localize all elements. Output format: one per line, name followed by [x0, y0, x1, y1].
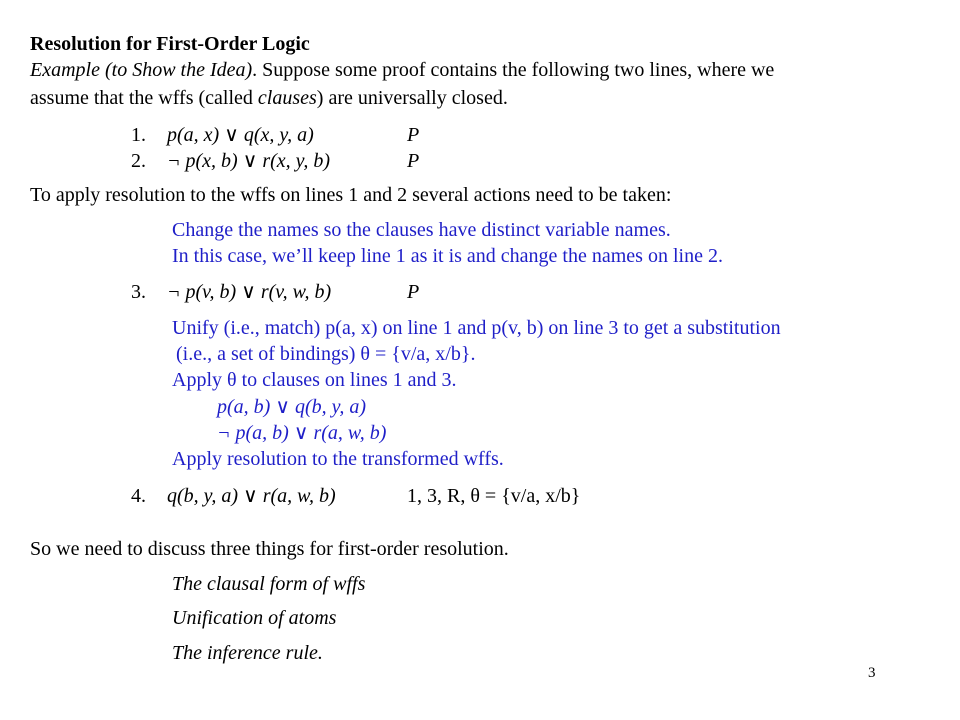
proof-line-3: [131, 280, 419, 304]
justification: P: [407, 281, 420, 303]
example-label: Example (to Show the Idea): [30, 59, 253, 81]
formula: ¬ p(v, b) ∨ r(v, w, b): [167, 281, 332, 303]
formula: p(a, x) ∨ q(x, y, a): [167, 124, 314, 146]
line-number: 4.: [131, 485, 146, 507]
slide-title: Resolution for First-Order Logic: [30, 33, 310, 55]
transformed-clause-2: ¬ p(a, b) ∨ r(a, w, b): [217, 422, 387, 444]
unify-line-3: Apply θ to clauses on lines 1 and 3.: [172, 369, 457, 391]
discuss-text: So we need to discuss three things for first-order resolution.: [30, 538, 509, 560]
apply-text: To apply resolution to the wffs on lines 1 and 2 several actions need to be taken:: [30, 184, 672, 206]
proof-line-1: [131, 123, 419, 147]
formula: q(b, y, a) ∨ r(a, w, b): [167, 485, 336, 507]
topic-unification: Unification of atoms: [172, 607, 337, 629]
unify-line-1: Unify (i.e., match) p(a, x) on line 1 and p(v, b) on line 3 to get a substitution: [172, 317, 781, 339]
line-number: 2.: [131, 150, 146, 172]
rename-line-1: Change the names so the clauses have distinct variable names.: [172, 219, 671, 241]
unify-line-6: Apply resolution to the transformed wffs.: [172, 448, 504, 470]
clauses-term: clauses: [257, 87, 317, 109]
justification: P: [407, 150, 420, 172]
unify-line-2: (i.e., a set of bindings) θ = {v/a, x/b}.: [176, 343, 476, 365]
line-number: 1.: [131, 124, 146, 146]
topic-clausal-form: The clausal form of wffs: [172, 573, 366, 595]
justification: P: [407, 124, 420, 146]
line-number: 3.: [131, 281, 146, 303]
topic-inference-rule: The inference rule.: [172, 642, 323, 664]
proof-line-2: [131, 149, 419, 173]
intro-text-b: ) are universally closed.: [316, 87, 508, 109]
intro-line-2: [30, 86, 508, 110]
intro-text-a: assume that the wffs (called: [30, 87, 258, 109]
formula: ¬ p(x, b) ∨ r(x, y, b): [167, 150, 331, 172]
rename-line-2: In this case, we’ll keep line 1 as it is and change the names on line 2.: [172, 245, 723, 267]
intro-text: . Suppose some proof contains the following two lines, where we: [252, 59, 775, 81]
justification: 1, 3, R, θ = {v/a, x/b}: [407, 485, 581, 507]
intro-line-1: [30, 58, 774, 82]
page-number: 3: [868, 665, 876, 681]
proof-line-4: [131, 484, 580, 508]
transformed-clause-1: p(a, b) ∨ q(b, y, a): [217, 396, 367, 418]
